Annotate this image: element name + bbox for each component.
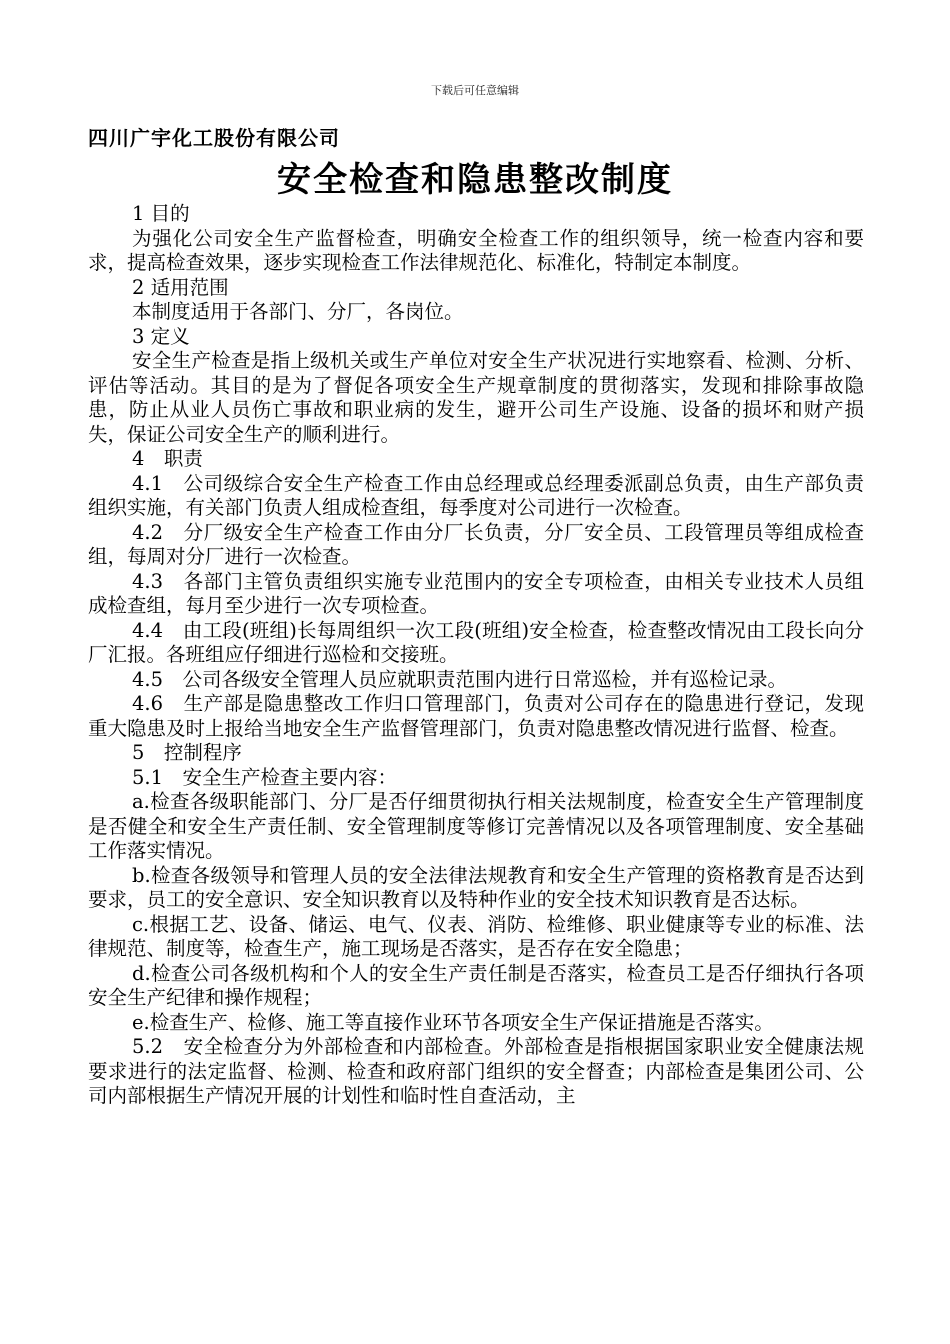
paragraph: 4.2 分厂级安全生产检查工作由分厂长负责，分厂安全员、工段管理员等组成检查组，每周对分厂进行一次检查。 — [88, 520, 864, 568]
list-item: c.根据工艺、设备、储运、电气、仪表、消防、检维修、职业健康等专业的标准、法律规范、制度等，检查生产，施工现场是否落实，是否存在安全隐患； — [88, 912, 864, 960]
list-item: e.检查生产、检修、施工等直接作业环节各项安全生产保证措施是否落实。 — [132, 1010, 774, 1034]
paragraph: 4.4 由工段(班组)长每周组织一次工段(班组)安全检查，检查整改情况由工段长向分厂汇报。各班组应仔细进行巡检和交接班。 — [88, 618, 864, 666]
paragraph: 4.6 生产部是隐患整改工作归口管理部门，负责对公司存在的隐患进行登记，发现重大隐患及时上报给当地安全生产监督管理部门，负责对隐患整改情况进行监督、检查。 — [88, 692, 864, 740]
company-name: 四川广宇化工股份有限公司 — [88, 126, 340, 150]
paragraph: 4.1 公司级综合安全生产检查工作由总经理或总经理委派副总负责，由生产部负责组织实施，有关部门负责人组成检查组，每季度对公司进行一次检查。 — [88, 471, 864, 519]
document-title: 安全检查和隐患整改制度 — [277, 160, 673, 200]
list-item: d.检查公司各级机构和个人的安全生产责任制是否落实，检查员工是否仔细执行各项安全生产纪律和操作规程； — [88, 961, 864, 1009]
document-body — [88, 202, 864, 1109]
paragraph: 安全生产检查是指上级机关或生产单位对安全生产状况进行实地察看、检测、分析、评估等活动。其目的是为了督促各项安全生产规章制度的贯彻落实，发现和排除事故隐患，防止从业人员伤亡事故和职业病的发生，避开公司生产设施、设备的损坏和财产损失，保证公司安全生产的顺利进行。 — [88, 349, 864, 446]
paragraph: 5.1 安全生产检查主要内容： — [132, 765, 398, 789]
paragraph: 4.5 公司各级安全管理人员应就职责范围内进行日常巡检，并有巡检记录。 — [132, 667, 788, 691]
section-heading-purpose: 1 目的 — [132, 202, 190, 225]
paragraph: 本制度适用于各部门、分厂，各岗位。 — [132, 300, 464, 323]
paragraph: 4.3 各部门主管负责组织实施专业范围内的安全专项检查，由相关专业技术人员组成检查组，每月至少进行一次专项检查。 — [88, 569, 864, 617]
list-item: b.检查各级领导和管理人员的安全法律法规教育和安全生产管理的资格教育是否达到要求，员工的安全意识、安全知识教育以及特种作业的安全技术知识教育是否达标。 — [88, 863, 864, 911]
section-heading-definition: 3 定义 — [132, 324, 190, 348]
paragraph: 为强化公司安全生产监督检查，明确安全检查工作的组织领导，统一检查内容和要求，提高检查效果，逐步实现检查工作法律规范化、标准化，特制定本制度。 — [88, 226, 864, 274]
paragraph: 5.2 安全检查分为外部检查和内部检查。外部检查是指根据国家职业安全健康法规要求进行的法定监督、检测、检查和政府部门组织的安全督查；内部检查是集团公司、公司内部根据生产情况开展的计划性和临时性自查活动，主 — [88, 1035, 864, 1107]
section-heading-duties: 4 职责 — [132, 447, 203, 470]
section-heading-procedure: 5 控制程序 — [132, 741, 242, 764]
section-heading-scope: 2 适用范围 — [132, 275, 229, 299]
list-item: a.检查各级职能部门、分厂是否仔细贯彻执行相关法规制度，检查安全生产管理制度是否健全和安全生产责任制、安全管理制度等修订完善情况以及各项管理制度、安全基础工作落实情况。 — [88, 790, 864, 862]
header-note: 下载后可任意编辑 — [431, 84, 519, 97]
